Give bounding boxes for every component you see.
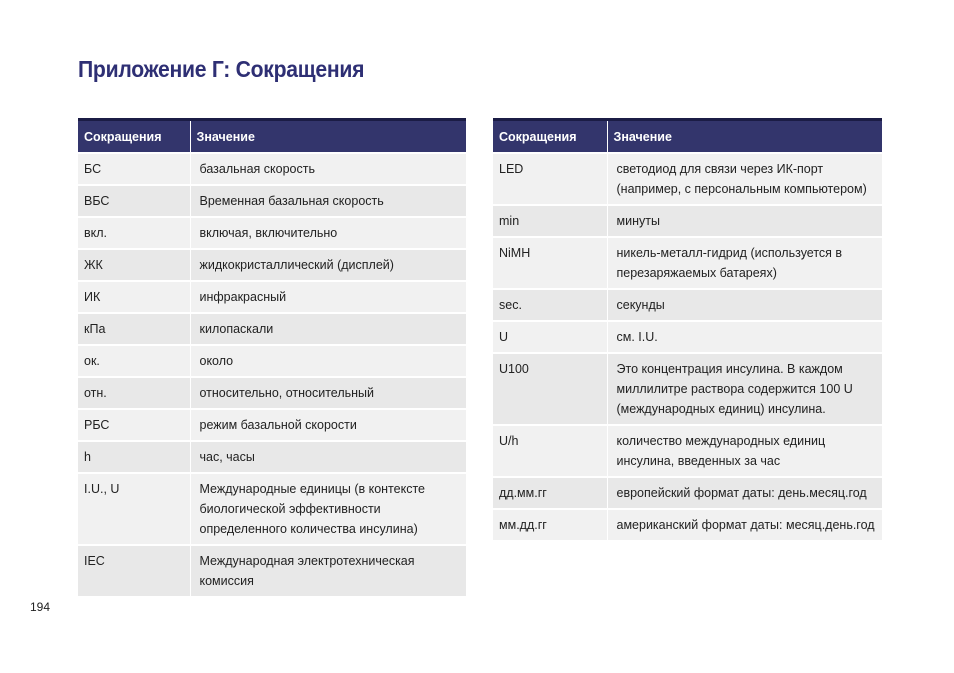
abbreviation-cell: ок. [78,345,190,377]
table-row [78,281,466,313]
abbreviation-cell: ЖК [78,249,190,281]
meaning-cell: светодиод для связи через ИК-порт (например, с персональным компьютером) [607,153,882,205]
header-abbreviations: Сокращения [493,120,607,154]
table-header-row [493,120,882,154]
abbreviations-table-left [78,118,466,596]
meaning-cell: Это концентрация инсулина. В каждом миллилитре раствора содержится 100 U (международных единиц) инсулина. [607,353,882,425]
table-row [493,153,882,205]
meaning-cell: режим базальной скорости [190,409,466,441]
meaning-cell: никель-металл-гидрид (используется в перезаряжаемых батареях) [607,237,882,289]
page-title: Приложение Г: Сокращения [78,56,365,82]
meaning-cell: час, часы [190,441,466,473]
meaning-cell: базальная скорость [190,153,466,185]
header-abbreviations: Сокращения [78,120,190,154]
table-row [493,509,882,540]
abbreviation-cell: БС [78,153,190,185]
abbreviation-cell: РБС [78,409,190,441]
meaning-cell: Международная электротехническая комиссия [190,545,466,596]
meaning-cell: см. I.U. [607,321,882,353]
table-row [78,473,466,545]
meaning-cell: количество международных единиц инсулина, введенных за час [607,425,882,477]
abbreviation-cell: кПа [78,313,190,345]
meaning-cell: относительно, относительный [190,377,466,409]
meaning-cell: американский формат даты: месяц.день.год [607,509,882,540]
table-row [78,313,466,345]
table-row [78,345,466,377]
table-row [78,441,466,473]
table-header-row [78,120,466,154]
abbreviation-cell: U [493,321,607,353]
abbreviation-cell: U100 [493,353,607,425]
abbreviation-cell: ИК [78,281,190,313]
abbreviation-cell: мм.дд.гг [493,509,607,540]
abbreviation-cell: I.U., U [78,473,190,545]
meaning-cell: инфракрасный [190,281,466,313]
table-row [78,185,466,217]
table-row [493,237,882,289]
table-row [493,353,882,425]
meaning-cell: минуты [607,205,882,237]
meaning-cell: около [190,345,466,377]
table-row [78,545,466,596]
meaning-cell: килопаскали [190,313,466,345]
abbreviation-cell: min [493,205,607,237]
abbreviation-cell: NiMH [493,237,607,289]
abbreviation-cell: h [78,441,190,473]
header-meaning: Значение [190,120,466,154]
abbreviations-table-right [493,118,882,540]
meaning-cell: жидкокристаллический (дисплей) [190,249,466,281]
table-row [78,409,466,441]
header-meaning: Значение [607,120,882,154]
table-row [78,249,466,281]
page-number: 194 [30,600,51,614]
abbreviation-cell: U/h [493,425,607,477]
abbreviation-cell: ВБС [78,185,190,217]
meaning-cell: европейский формат даты: день.месяц.год [607,477,882,509]
table-row [78,153,466,185]
meaning-cell: включая, включительно [190,217,466,249]
meaning-cell: Международные единицы (в контексте биологической эффективности определенного количества инсулина) [190,473,466,545]
abbreviation-cell: IEC [78,545,190,596]
table-row [493,289,882,321]
table-row [493,425,882,477]
abbreviation-cell: отн. [78,377,190,409]
table-row [493,205,882,237]
table-row [78,217,466,249]
meaning-cell: Временная базальная скорость [190,185,466,217]
meaning-cell: секунды [607,289,882,321]
abbreviation-cell: дд.мм.гг [493,477,607,509]
abbreviation-cell: LED [493,153,607,205]
abbreviation-cell: вкл. [78,217,190,249]
abbreviation-cell: sec. [493,289,607,321]
table-row [78,377,466,409]
table-row [493,321,882,353]
table-row [493,477,882,509]
